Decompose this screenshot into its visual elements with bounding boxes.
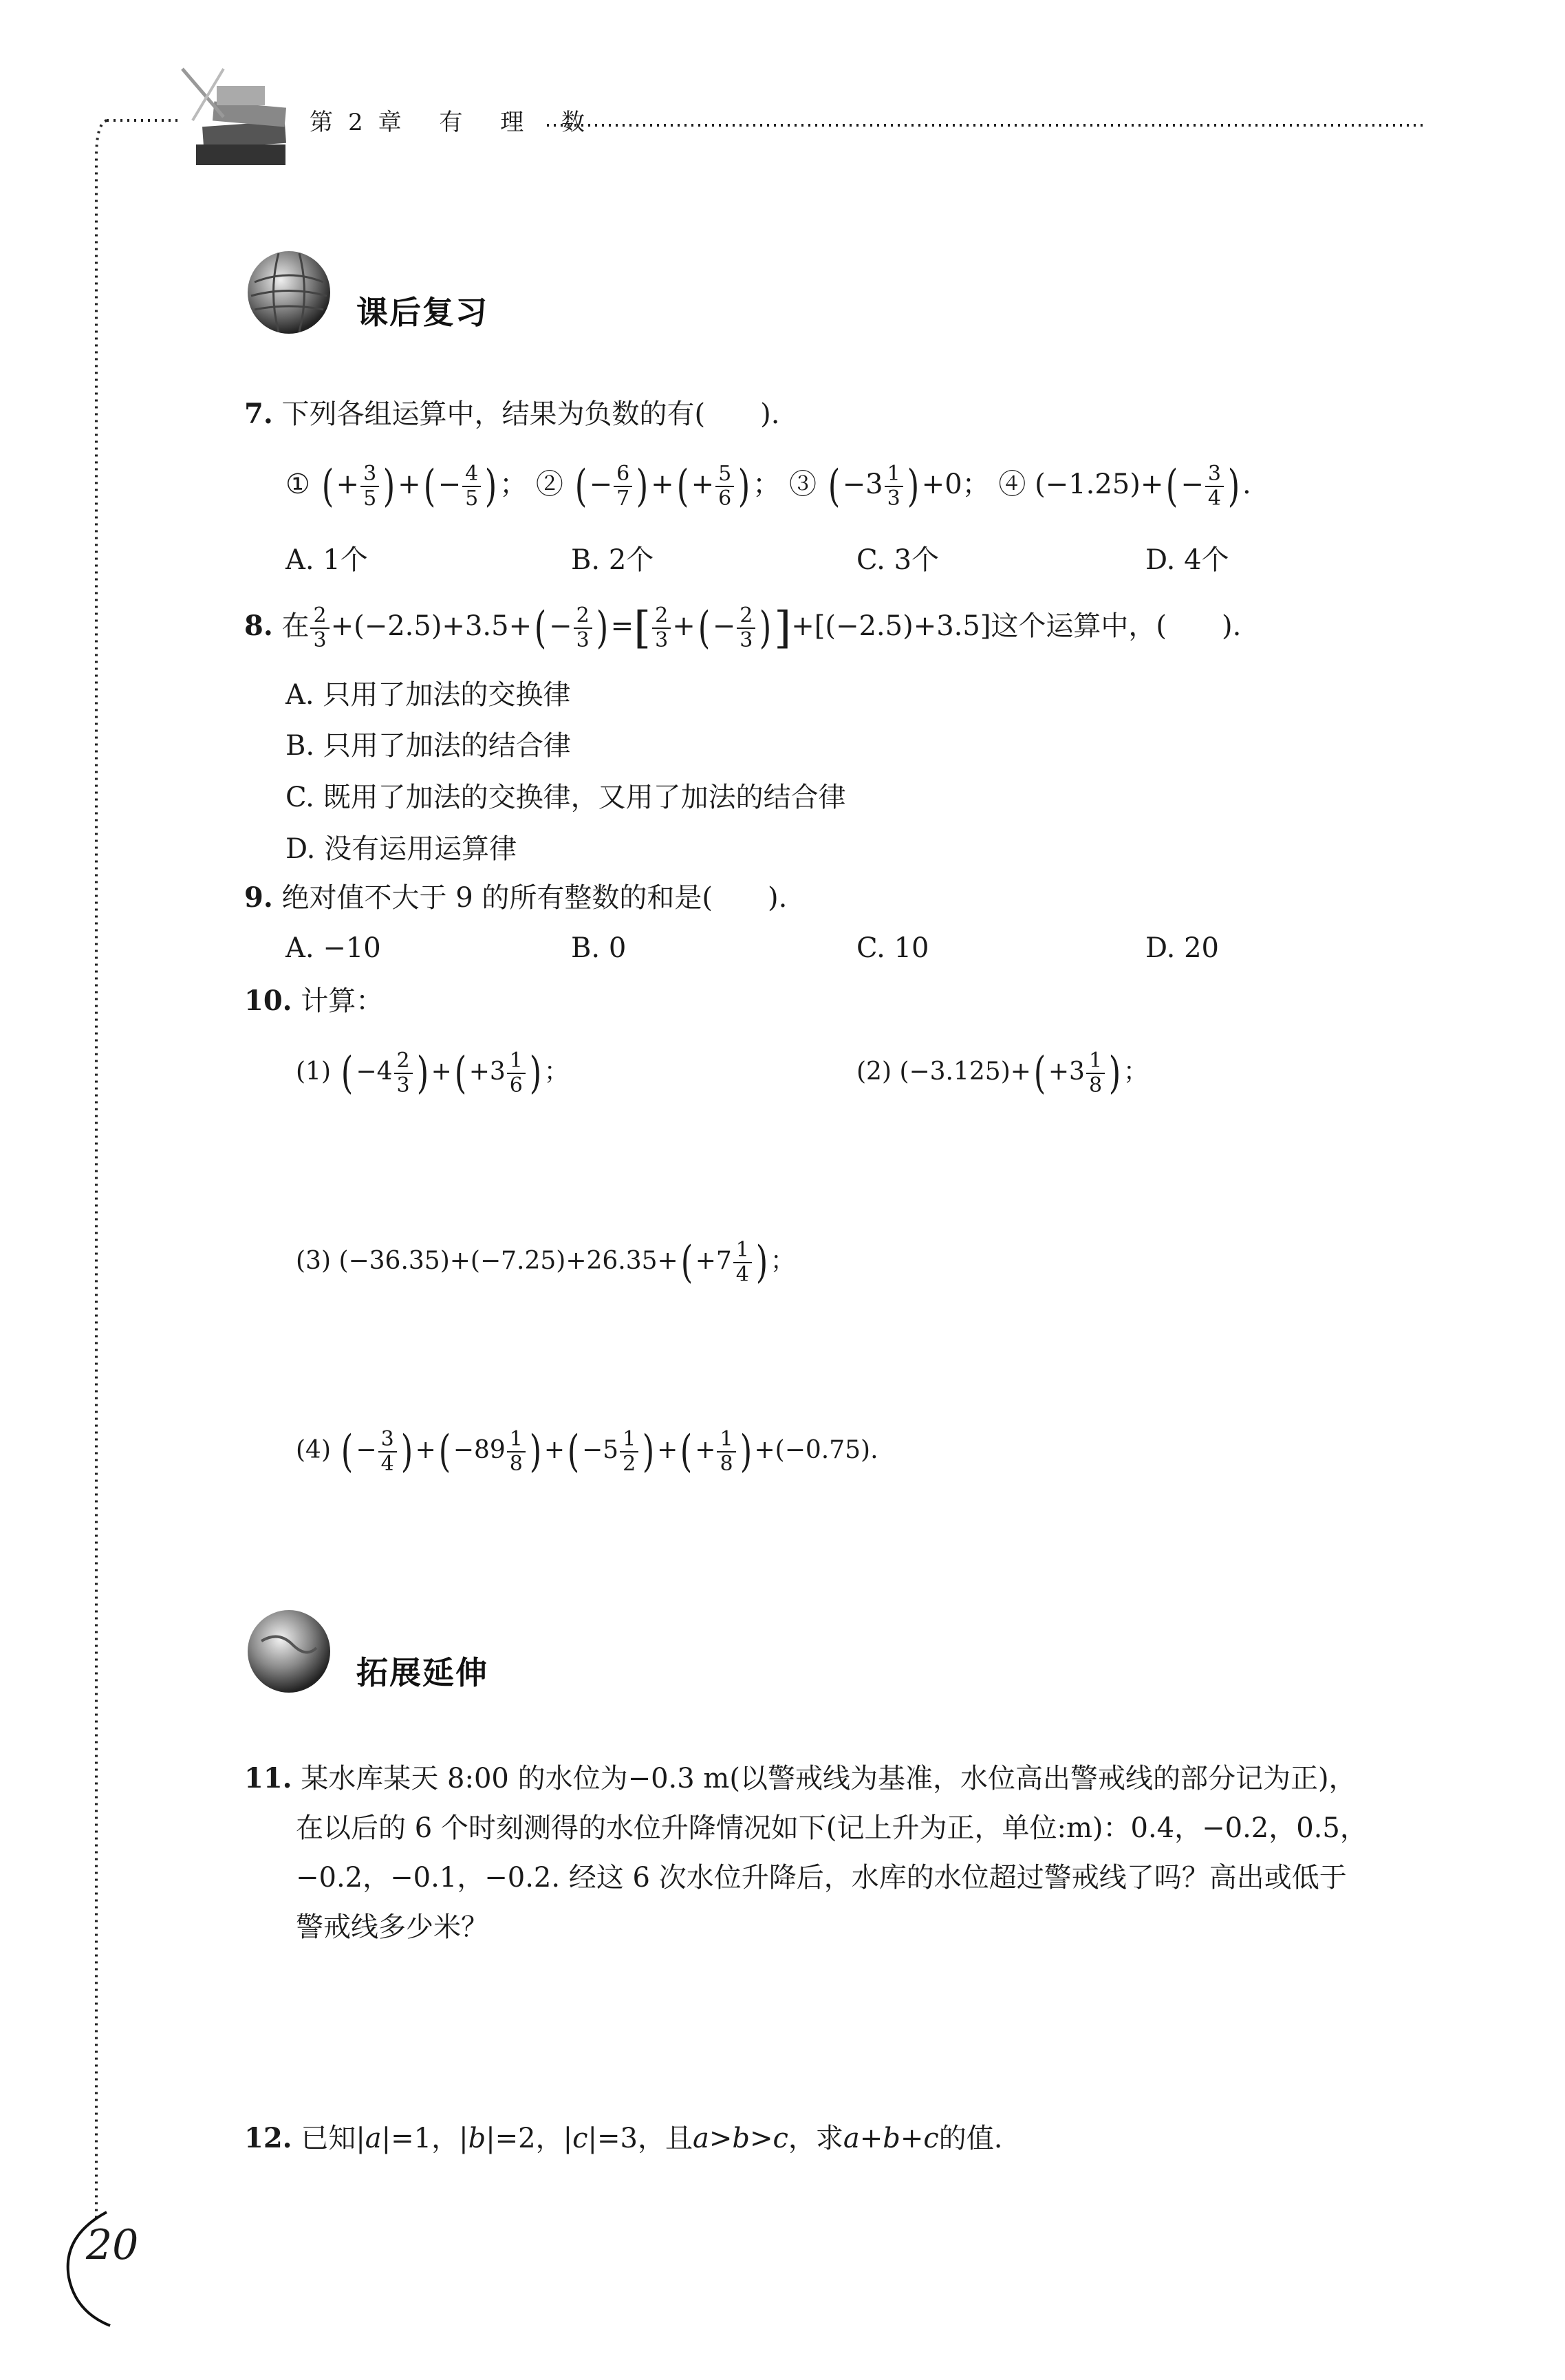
question-7-stem bbox=[244, 394, 779, 435]
part-label: (1) bbox=[296, 1058, 331, 1086]
q10-part-2: (2) (−3.125)+( +3 $\frac{1}{8}$ ) ； bbox=[856, 1048, 1149, 1099]
globe-icon bbox=[244, 248, 334, 337]
part-label: (3) bbox=[296, 1247, 331, 1275]
q9-option-d: D. 20 bbox=[1145, 932, 1219, 964]
page-number: 20 bbox=[86, 2221, 139, 2269]
question-text-post: ，求 bbox=[788, 2123, 843, 2154]
question-10-stem bbox=[244, 980, 383, 1022]
q8-option-b: B. 只用了加法的结合律 bbox=[285, 730, 571, 762]
question-text: 下列各组运算中，结果为负数的有( ). bbox=[281, 398, 780, 430]
item-3-marker: ③ bbox=[788, 469, 817, 500]
q7-option-c: C. 3个 bbox=[856, 544, 940, 576]
item-4-marker: ④ bbox=[998, 469, 1026, 500]
question-number: 11. bbox=[244, 1762, 292, 1794]
q10-part-3: (3) (−36.35)+(−7.25)+26.35+( +7 $\frac{1}{4}$ ) ； bbox=[296, 1237, 795, 1288]
question-text-pre: 已知 bbox=[301, 2123, 356, 2154]
q8-option-a: A. 只用了加法的交换律 bbox=[285, 679, 571, 711]
q7-option-d: D. 4个 bbox=[1145, 544, 1229, 576]
part-label: (2) bbox=[856, 1058, 892, 1086]
question-line-3: −0.2，−0.1，−0.2. 经这 6 次水位升降后，水库的水位超过警戒线了吗？高出或低于 bbox=[296, 1862, 1347, 1894]
question-text-mid: ，且 bbox=[637, 2123, 693, 2154]
question-number: 7. bbox=[244, 398, 273, 430]
question-12: 12. 已知|a|=1，|b|=2，|c|=3，且a>b>c，求a+b+c的值. bbox=[244, 2122, 1003, 2154]
question-8-stem: 8. 在 $\frac{2}{3}$ +(−2.5)+3.5+(− $\frac{2}{3}$ )=[ $\frac{2}{3}$ +(− $\frac{2}{3}$ )]+[(−2.5)+3.5]这个运算中，( ). bbox=[244, 603, 1242, 654]
section-title-extension: 拓展延伸 bbox=[356, 1654, 488, 1691]
q9-option-c: C. 10 bbox=[856, 932, 929, 964]
question-number: 9. bbox=[244, 881, 273, 914]
section-title-review: 课后复习 bbox=[356, 294, 488, 331]
question-line-4: 警戒线多少米？ bbox=[296, 1911, 488, 1943]
books-icon bbox=[175, 62, 299, 182]
q9-option-b: B. 0 bbox=[571, 932, 627, 964]
question-text-end: 的值. bbox=[938, 2123, 1003, 2154]
q9-option-a: A. −10 bbox=[285, 932, 381, 964]
question-number: 10. bbox=[244, 985, 292, 1017]
question-number: 8. bbox=[244, 610, 273, 642]
q10-part-4: (4) ( − $\frac{3}{4}$ ) +( −89 $\frac{1}{8}$ ) +( −5 $\frac{1}{2}$ ) +( + $\frac{1}{8}$ ) +(−0.75). bbox=[296, 1426, 878, 1477]
question-line-1: 某水库某天 8:00 的水位为−0.3 m(以警戒线为基准，水位高出警戒线的部分记为正)， bbox=[301, 1763, 1357, 1794]
q8-option-c: C. 既用了加法的交换律，又用了加法的结合律 bbox=[285, 782, 846, 813]
question-text-pre: 在 bbox=[281, 610, 310, 642]
item-2-marker: ② bbox=[535, 469, 563, 500]
question-11 bbox=[244, 1758, 1357, 1799]
question-text: 计算： bbox=[301, 985, 384, 1017]
globe-icon bbox=[244, 1607, 334, 1696]
part-label: (4) bbox=[296, 1436, 331, 1464]
q10-part-1: (1) ( −4 $\frac{2}{3}$ ) +( +3 $\frac{1}{6}$ ) ； bbox=[296, 1048, 569, 1099]
q7-option-a: A. 1个 bbox=[285, 544, 368, 576]
question-line-2: 在以后的 6 个时刻测得的水位升降情况如下(记上升为正，单位:m)：0.4，−0.2，0.5， bbox=[296, 1812, 1368, 1844]
question-9-stem bbox=[244, 877, 787, 919]
item-1-marker: ① bbox=[285, 469, 310, 500]
chapter-title: 第2章 有 理 数 bbox=[310, 109, 601, 136]
question-text-post: 这个运算中，( ). bbox=[991, 610, 1242, 642]
question-7-expressions: ① (+ $\frac{3}{5}$ )+(− $\frac{4}{5}$ )； ② (− $\frac{6}{7}$ )+(+ $\frac{5}{6}$ )； ③ (−3 $\frac{1}{3}$ )+0； ④ (−1.25)+(− $\frac{3}{4}$ ). bbox=[285, 461, 1251, 512]
q7-option-b: B. 2个 bbox=[571, 544, 654, 576]
question-text: 绝对值不大于 9 的所有整数的和是( ). bbox=[281, 882, 788, 914]
question-number: 12. bbox=[244, 2122, 292, 2154]
q8-option-d: D. 没有运用运算律 bbox=[285, 833, 517, 865]
